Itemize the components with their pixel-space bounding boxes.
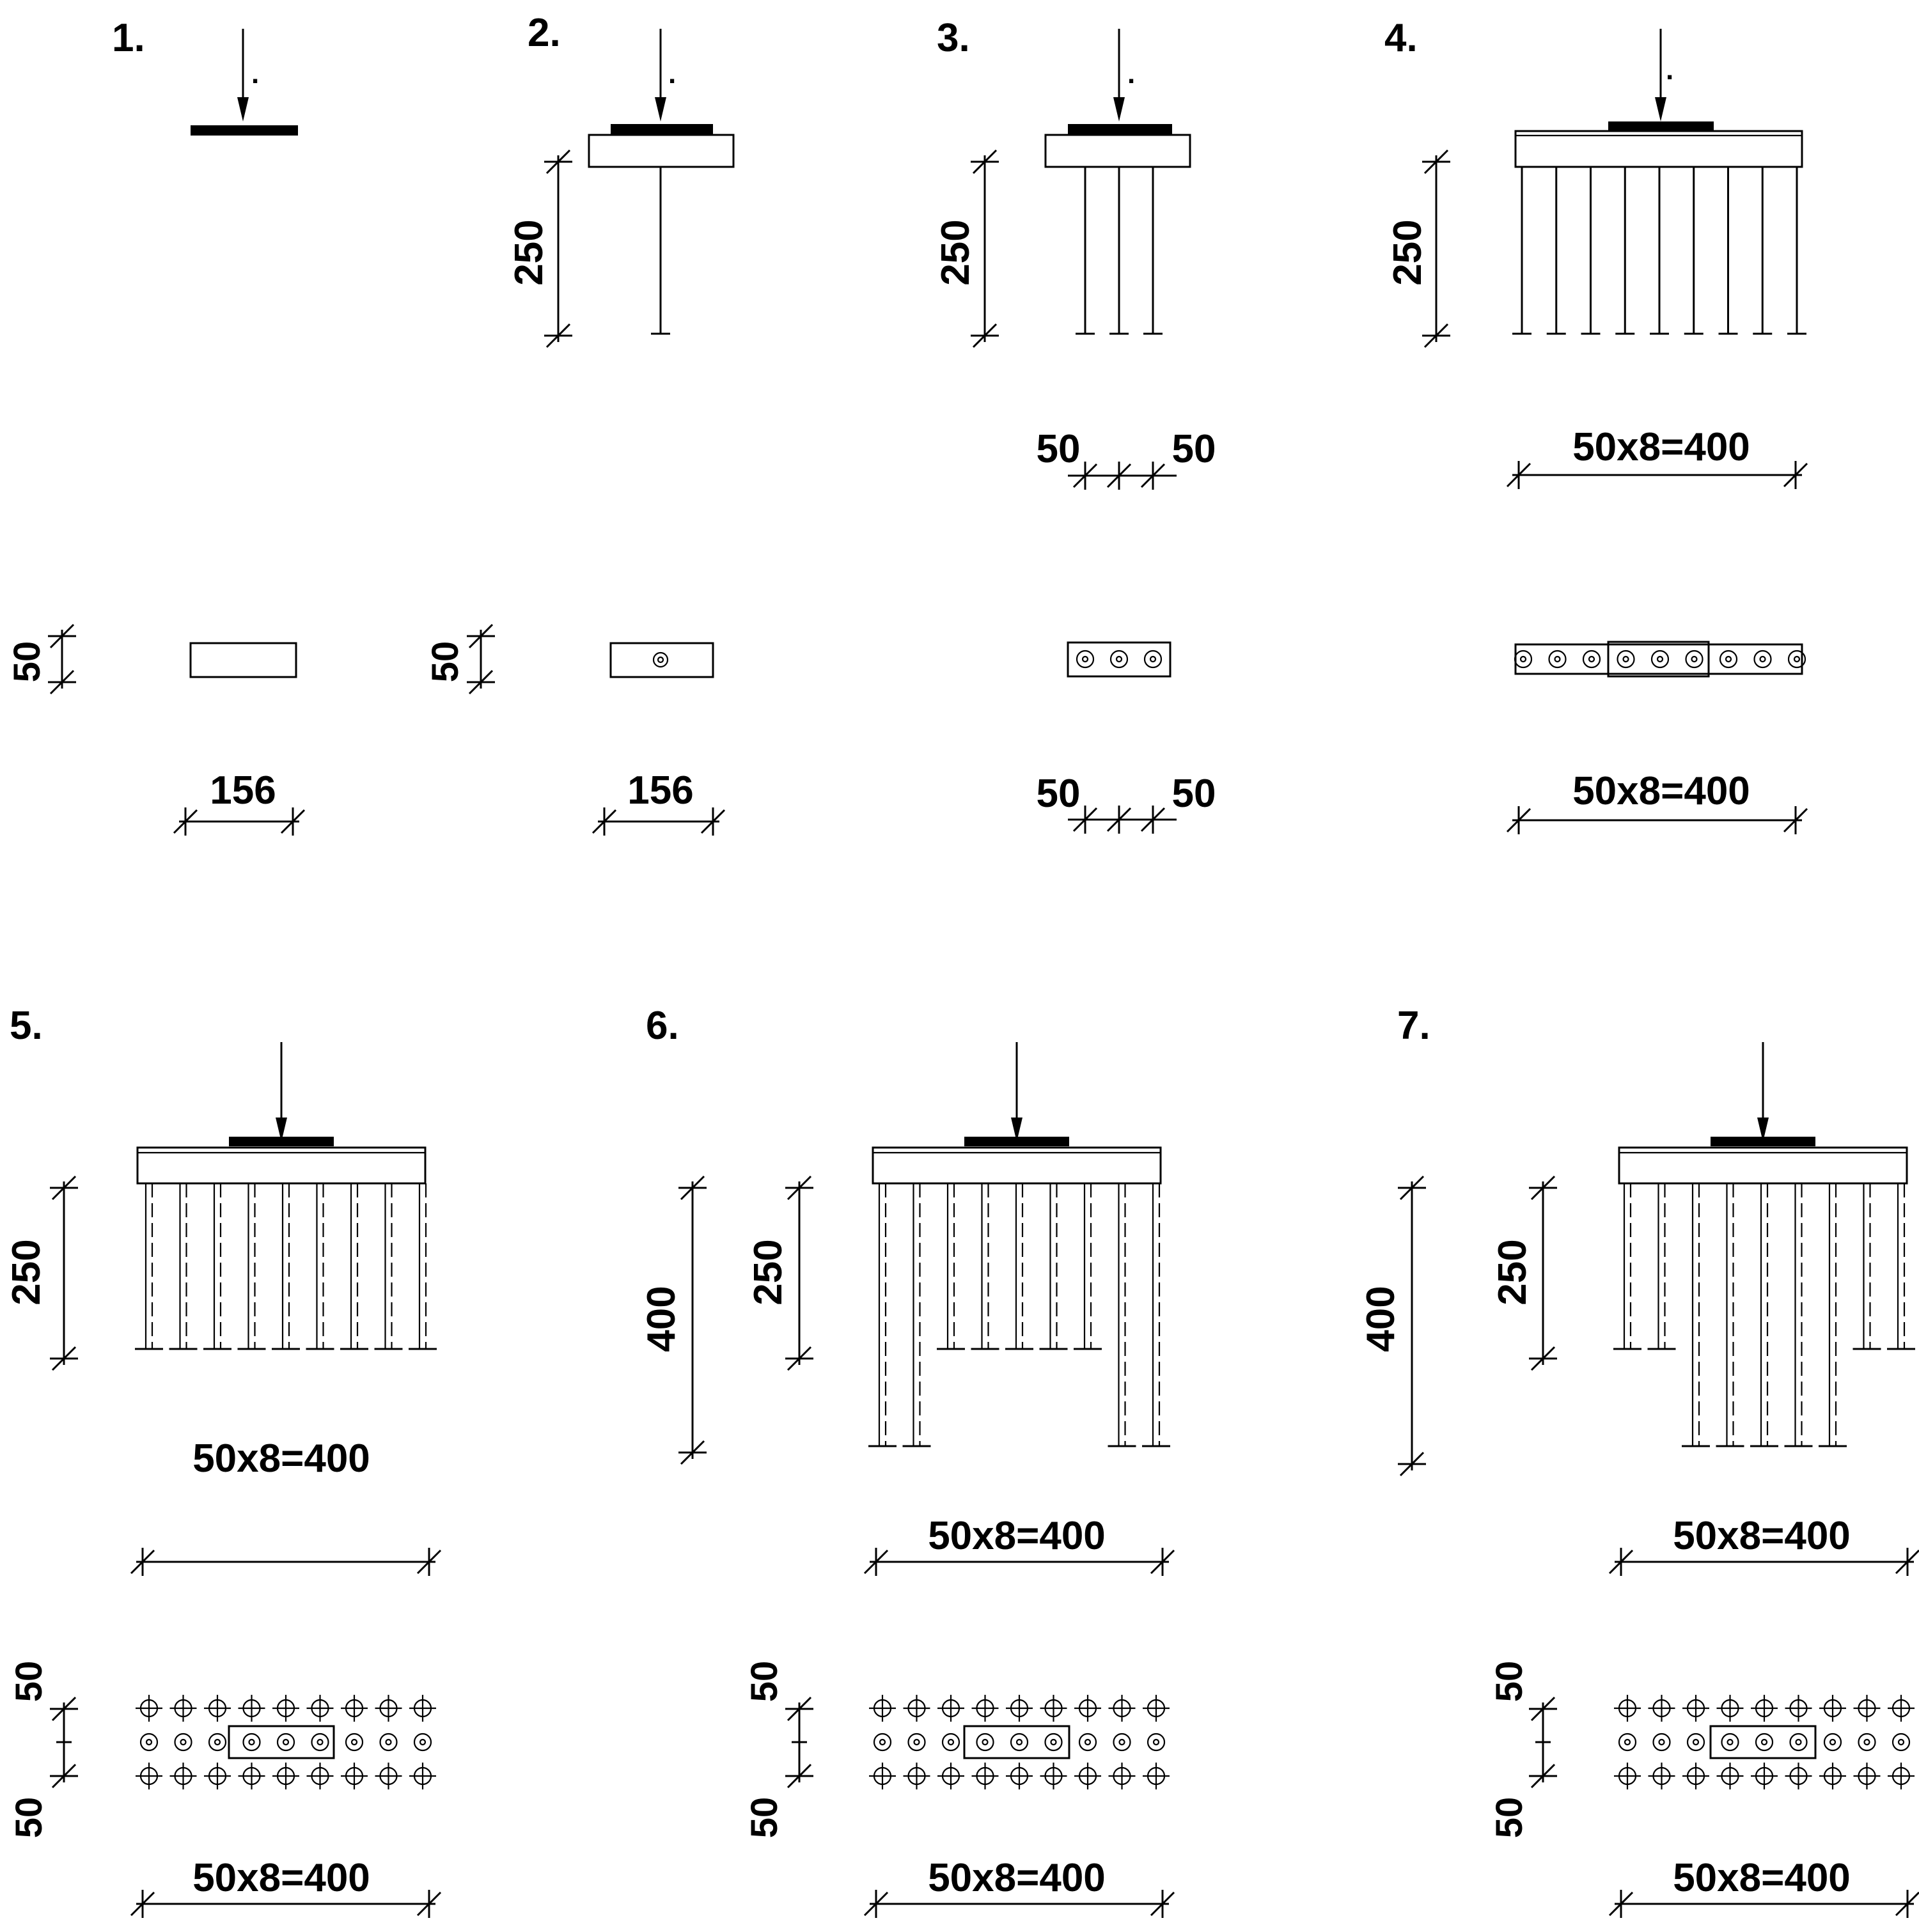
panel-4-elev-span: 50x8=400 xyxy=(1572,425,1750,469)
panel-3-load-marker: . xyxy=(1127,58,1136,90)
p2-load-arrow-head xyxy=(655,97,666,121)
panel-7-plan-span: 50x8=400 xyxy=(1673,1856,1851,1900)
p4-plan-pile-8-ring xyxy=(1755,651,1771,667)
p7-plan-pile-r2-5-dot xyxy=(1762,1740,1767,1745)
p7-plan-pile-r2-2-ring xyxy=(1654,1734,1670,1750)
p4-plan-pile-3-ring xyxy=(1583,651,1600,667)
p7-plan-pile-r2-8-ring xyxy=(1859,1734,1876,1750)
panel-6-label: 6. xyxy=(646,1004,679,1048)
panel-4-load-marker: . xyxy=(1666,54,1674,86)
p6-plan-pile-r2-2-ring xyxy=(909,1734,925,1750)
panel-3-plan-spacing-right: 50 xyxy=(1171,772,1216,816)
p6-plan-pile-r2-3-ring xyxy=(943,1734,959,1750)
p5-plan-pile-r2-4-dot xyxy=(249,1740,255,1745)
p6-plan-pile-r2-9-dot xyxy=(1154,1740,1159,1745)
p5-loaded-plate xyxy=(229,1137,334,1146)
panel-5-load-marker: . xyxy=(291,1118,299,1149)
p7-plan-pile-r2-4-ring xyxy=(1722,1734,1739,1750)
p6-plan-pile-r2-5-ring xyxy=(1011,1734,1028,1750)
panel-3-spacing-right: 50 xyxy=(1171,427,1216,471)
panel-1-label: 1. xyxy=(112,16,145,60)
panel-6-plan-span: 50x8=400 xyxy=(928,1856,1106,1900)
panel-1-plan-width: 156 xyxy=(210,768,276,813)
p6-plan-pile-r2-8-dot xyxy=(1120,1740,1125,1745)
p7-plan-pile-r2-7-dot xyxy=(1830,1740,1835,1745)
p4-loaded-plate xyxy=(1608,121,1714,130)
p7-plan-pile-r2-9-dot xyxy=(1899,1740,1904,1745)
p7-plan-pile-r2-3-ring xyxy=(1688,1734,1704,1750)
p3-plan-pile-1-ring xyxy=(1077,651,1093,667)
p3-plan-pile-2-dot xyxy=(1116,657,1122,662)
p4-load-arrow-head xyxy=(1655,97,1666,121)
panel-1-load-marker: . xyxy=(251,58,260,90)
p7-loaded-plate xyxy=(1711,1137,1815,1146)
panel-5-label: 5. xyxy=(10,1004,43,1048)
p5-plan-pile-r2-9-ring xyxy=(414,1734,431,1750)
panel-6-depth: 250 xyxy=(746,1239,790,1305)
p5-plan-pile-r2-5-dot xyxy=(283,1740,288,1745)
panel-7-plan-spacing-bottom: 50 xyxy=(1489,1796,1530,1839)
panel-7-elev-span: 50x8=400 xyxy=(1673,1514,1851,1558)
panel-2-plan-width: 156 xyxy=(627,768,694,813)
p6-plan-pile-r2-8-ring xyxy=(1114,1734,1131,1750)
panel-1-plan-height: 50 xyxy=(6,641,48,683)
panel-5-plan-spacing-bottom: 50 xyxy=(8,1796,50,1839)
panel-4-label: 4. xyxy=(1384,16,1418,60)
panel-7-depth-long: 400 xyxy=(1359,1286,1403,1352)
p4-plan-pile-1-dot xyxy=(1521,657,1526,662)
p6-plan-pile-r2-1-dot xyxy=(880,1740,885,1745)
p1-plan-plate xyxy=(191,643,296,677)
p5-plan-pile-r2-8-dot xyxy=(386,1740,391,1745)
p3-plan-pile-2-ring xyxy=(1111,651,1127,667)
panel-3-plan-spacing-left: 50 xyxy=(1036,772,1081,816)
p4-plan-strip xyxy=(1516,644,1802,674)
p7-plan-pile-r2-1-ring xyxy=(1619,1734,1636,1750)
p4-plan-pile-4-ring xyxy=(1618,651,1634,667)
p5-plan-pile-r2-9-dot xyxy=(420,1740,425,1745)
p5-plan-pile-r2-2-dot xyxy=(181,1740,186,1745)
p6-plan-pile-r2-4-dot xyxy=(983,1740,988,1745)
p6-plan-pile-r2-7-dot xyxy=(1085,1740,1090,1745)
p4-plan-pile-5-ring xyxy=(1652,651,1668,667)
p7-plan-cap xyxy=(1711,1726,1815,1758)
p4-plan-pile-7-dot xyxy=(1726,657,1731,662)
p5-plan-pile-r2-8-ring xyxy=(380,1734,397,1750)
p3-plan-pile-3-ring xyxy=(1145,651,1161,667)
p4-plan-pile-2-dot xyxy=(1555,657,1560,662)
p4-pile-cap xyxy=(1516,131,1802,167)
p4-plan-pile-6-ring xyxy=(1686,651,1703,667)
p7-plan-pile-r2-6-dot xyxy=(1796,1740,1801,1745)
p4-plan-pile-5-dot xyxy=(1657,657,1663,662)
p6-plan-pile-r2-7-ring xyxy=(1079,1734,1096,1750)
p6-plan-pile-r2-9-ring xyxy=(1148,1734,1164,1750)
p6-plan-pile-r2-4-ring xyxy=(977,1734,994,1750)
p5-plan-pile-r2-2-ring xyxy=(175,1734,192,1750)
p5-plan-pile-r2-3-ring xyxy=(209,1734,226,1750)
p6-plan-pile-r2-6-dot xyxy=(1051,1740,1056,1745)
panel-5-elev-span: 50x8=400 xyxy=(192,1437,370,1481)
p1-loaded-plate xyxy=(191,125,298,136)
p7-plan-pile-r2-5-ring xyxy=(1756,1734,1773,1750)
panel-2-depth: 250 xyxy=(507,219,551,286)
p4-plan-pile-3-dot xyxy=(1589,657,1594,662)
p4-plan-pile-7-ring xyxy=(1720,651,1737,667)
p6-plan-pile-r2-5-dot xyxy=(1017,1740,1022,1745)
p5-plan-pile-r2-6-ring xyxy=(312,1734,329,1750)
p5-plan-pile-r2-1-ring xyxy=(141,1734,157,1750)
panel-2-label: 2. xyxy=(528,11,561,55)
p2-loaded-plate xyxy=(611,124,713,134)
p5-plan-pile-r2-1-dot xyxy=(146,1740,152,1745)
panel-7-plan-spacing-top: 50 xyxy=(1489,1660,1530,1702)
panel-7-label: 7. xyxy=(1397,1004,1430,1048)
panel-4-depth: 250 xyxy=(1386,219,1430,286)
p3-loaded-plate xyxy=(1068,124,1172,134)
p5-plan-pile-r2-6-dot xyxy=(318,1740,323,1745)
p4-plan-pile-6-dot xyxy=(1692,657,1697,662)
p5-plan-pile-r2-7-ring xyxy=(346,1734,363,1750)
p2-plan-pile-dot xyxy=(658,657,663,662)
panel-7-depth: 250 xyxy=(1491,1239,1535,1305)
p4-plan-pile-8-dot xyxy=(1760,657,1766,662)
panel-6-load-marker: . xyxy=(1026,1118,1035,1149)
panel-2-load-marker: . xyxy=(668,58,677,90)
p7-plan-pile-r2-6-ring xyxy=(1790,1734,1807,1750)
p4-plan-pile-2-ring xyxy=(1549,651,1566,667)
p7-plan-pile-r2-4-dot xyxy=(1728,1740,1733,1745)
p5-plan-pile-r2-5-ring xyxy=(278,1734,294,1750)
p5-plan-pile-r2-7-dot xyxy=(352,1740,357,1745)
panel-3-spacing-left: 50 xyxy=(1036,427,1081,471)
p3-pile-cap xyxy=(1046,135,1190,167)
p7-plan-pile-r2-1-dot xyxy=(1625,1740,1630,1745)
p4-plan-pile-1-ring xyxy=(1515,651,1531,667)
drawing-geometry xyxy=(48,29,1919,1918)
p7-plan-pile-r2-2-dot xyxy=(1659,1740,1664,1745)
panel-7-load-marker: . xyxy=(1769,1118,1778,1149)
p3-plan-pile-3-dot xyxy=(1150,657,1155,662)
panel-6-depth-long: 400 xyxy=(639,1286,684,1352)
panel-6-plan-spacing-top: 50 xyxy=(744,1660,785,1702)
panel-3-label: 3. xyxy=(937,16,970,60)
panel-6-elev-span: 50x8=400 xyxy=(928,1514,1106,1558)
p6-plan-pile-r2-6-ring xyxy=(1046,1734,1062,1750)
p1-load-arrow-head xyxy=(237,97,249,121)
p7-plan-pile-r2-3-dot xyxy=(1693,1740,1698,1745)
panel-6-plan-spacing-bottom: 50 xyxy=(744,1796,785,1839)
p2-plan-pile-ring xyxy=(654,653,668,667)
p6-loaded-plate xyxy=(964,1137,1069,1146)
p3-load-arrow-head xyxy=(1113,97,1125,121)
panel-5-plan-spacing-top: 50 xyxy=(8,1660,50,1702)
p6-plan-pile-r2-1-ring xyxy=(874,1734,891,1750)
panel-5-plan-span: 50x8=400 xyxy=(192,1856,370,1900)
panel-3-depth: 250 xyxy=(934,219,978,286)
panel-2-plan-height: 50 xyxy=(425,641,466,683)
p2-plan-cap xyxy=(611,643,713,677)
p3-plan-pile-1-dot xyxy=(1083,657,1088,662)
p4-plan-pile-9-dot xyxy=(1794,657,1799,662)
p6-plan-pile-r2-3-dot xyxy=(948,1740,953,1745)
p5-plan-pile-r2-4-ring xyxy=(244,1734,260,1750)
p4-plan-pile-4-dot xyxy=(1624,657,1629,662)
panel-4-plan-span: 50x8=400 xyxy=(1572,769,1750,813)
p7-plan-pile-r2-7-ring xyxy=(1824,1734,1841,1750)
p2-pile-cap xyxy=(589,135,733,167)
p7-plan-pile-r2-9-ring xyxy=(1893,1734,1909,1750)
p7-plan-pile-r2-8-dot xyxy=(1865,1740,1870,1745)
p5-plan-pile-r2-3-dot xyxy=(215,1740,220,1745)
p6-plan-pile-r2-2-dot xyxy=(914,1740,920,1745)
panel-5-depth: 250 xyxy=(4,1239,49,1305)
